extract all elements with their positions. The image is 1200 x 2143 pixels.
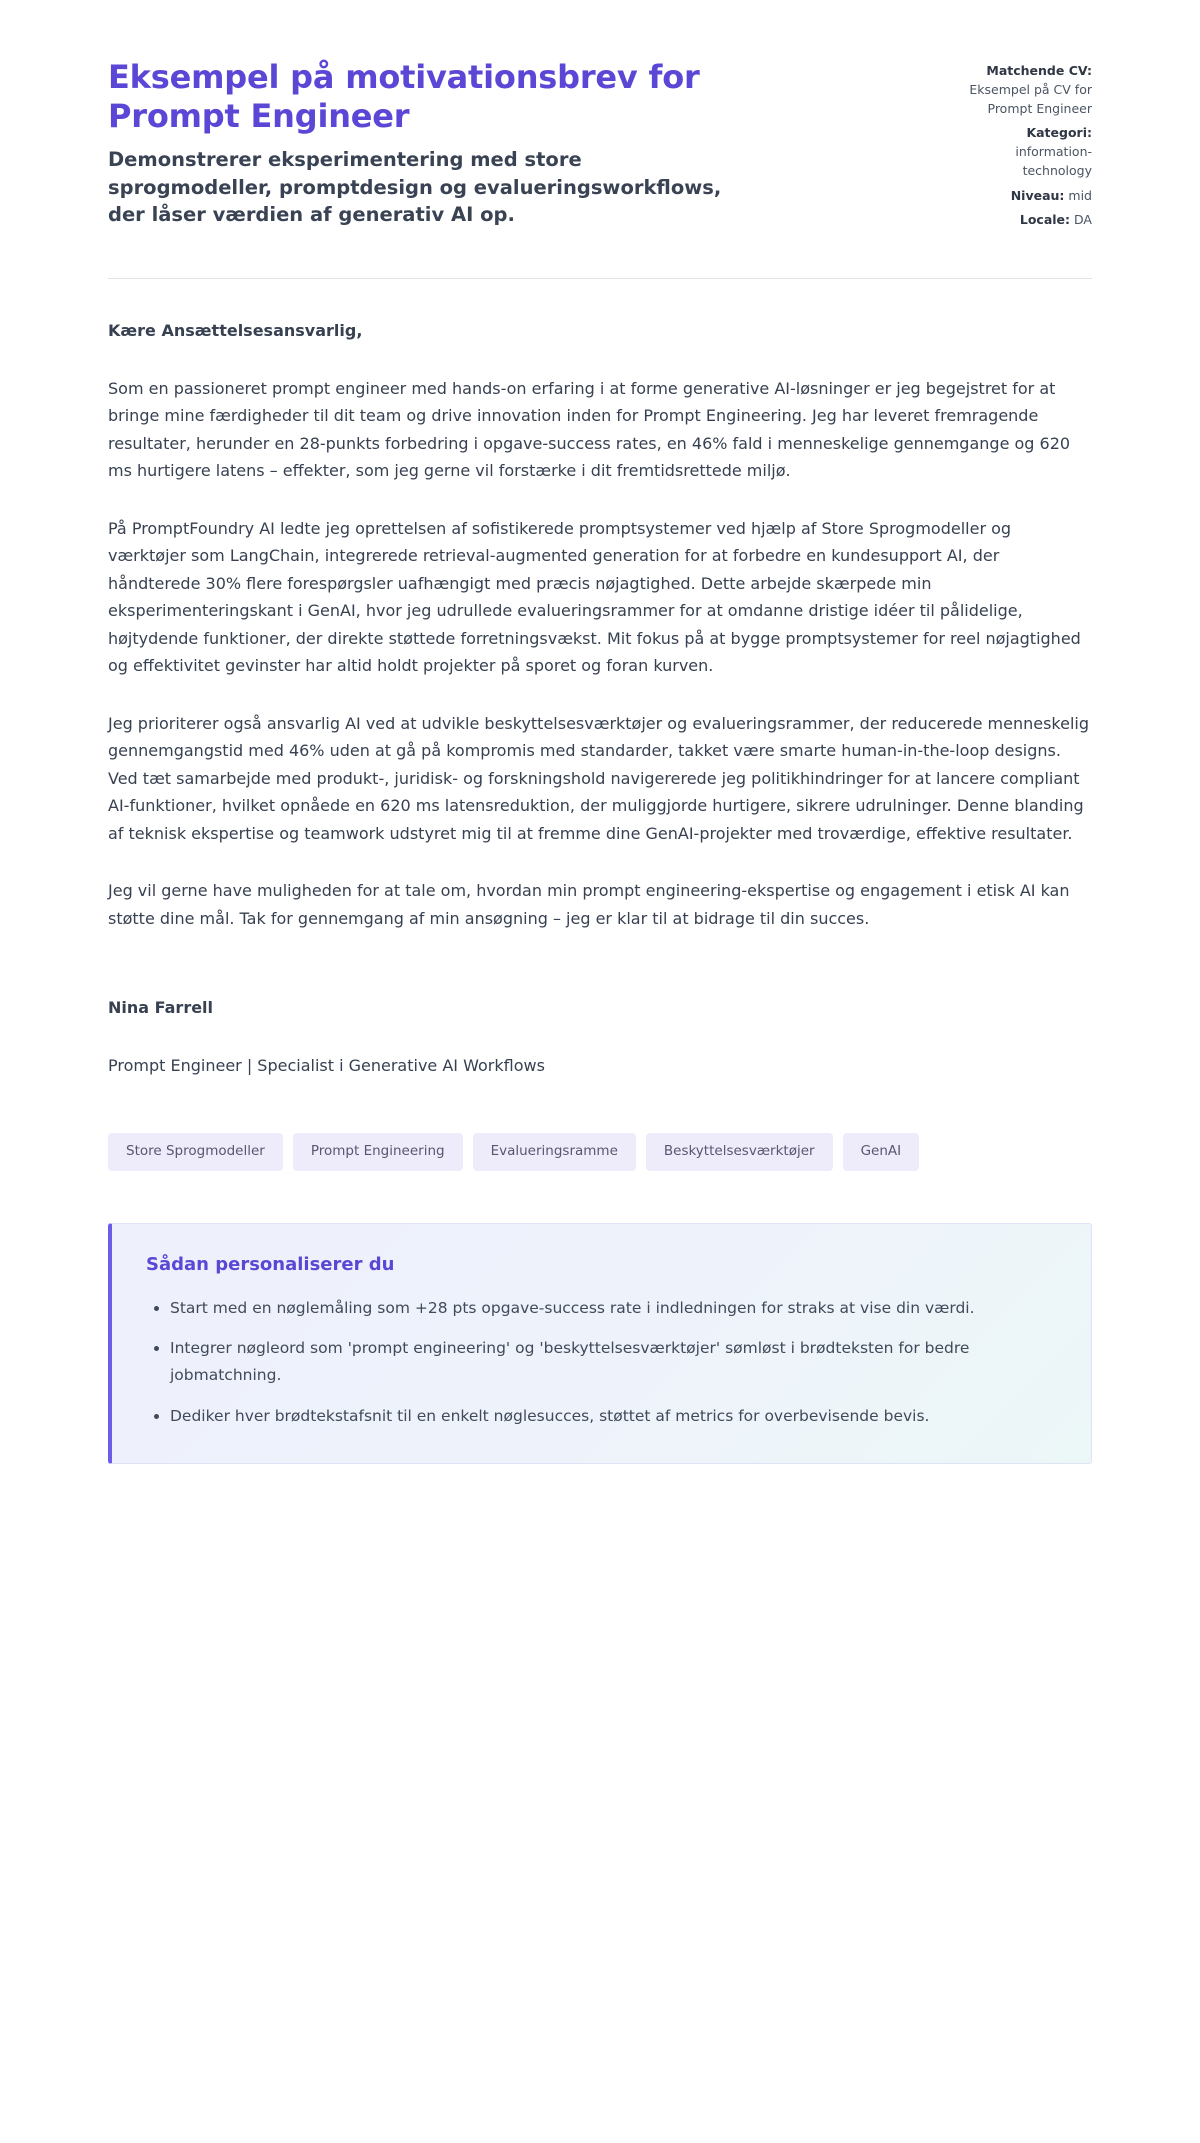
meta-matching-cv-value-line2: Prompt Engineer (987, 100, 1092, 116)
skill-tag[interactable]: Beskyttelsesværktøjer (646, 1133, 833, 1171)
meta-matching-cv-label: Matchende CV: (986, 63, 1092, 78)
page-title: Eksempel på motivationsbrev for Prompt Engineer (108, 58, 700, 136)
list-item: • Start med en nøglemåling som +28 pts opgave-success rate i indledningen for straks at vise din værdi. (170, 1295, 1057, 1322)
tips-title: Sådan personaliserer du (146, 1253, 395, 1275)
cover-letter-body (108, 279, 1092, 1079)
meta-level-value: mid (1068, 187, 1092, 203)
signature-name: Nina Farrell (108, 998, 214, 1018)
meta-category-value-line2: technology (1022, 162, 1092, 178)
skill-tag[interactable]: GenAI (843, 1133, 920, 1171)
letter-paragraph: Som en passioneret prompt engineer med hands-on erfaring i at forme generative AI-løsninger er jeg begejstret for at bringe mine færdigheder til dit team og drive innovation inden for Prompt Engineering. Jeg har leveret fremragende resultater, herunder en 28-punkts forbedring i opgave-success rates, en 46% fald i menneskelige gennemgange og 620 ms hurtigere latens – effekter, som jeg gerne vil forstærke i dit fremtidsrettede miljø. (108, 378, 1071, 481)
meta-matching-cv (942, 62, 1092, 118)
meta-locale (942, 211, 1092, 230)
meta-level-label: Niveau: (1010, 187, 1065, 203)
meta-level (942, 187, 1092, 206)
header-title-block (108, 58, 748, 229)
meta-category-value-line1: information- (1015, 144, 1092, 159)
meta-category-label: Kategori: (1026, 125, 1092, 141)
letter-salutation: Kære Ansættelsesansvarlig, (108, 321, 363, 340)
letter-paragraph: På PromptFoundry AI ledte jeg oprettelsen af sofistikerede promptsystemer ved hjælp af Store Sprogmodeller og værktøjer som LangChain, integrerede retrieval-augmented generation for at forbedre en kundesupport AI, der håndterede 30% flere forespørgsler uafhængigt med præcis nøjagtighed. Dette arbejde skærpede min eksperimenteringskant i GenAI, hvor jeg udrullede evalueringsrammer for at omdanne dristige idéer til pålidelige, højtydende funktioner, der direkte støttede forretningsvækst. Mit fokus på at bygge promptsystemer for reel nøjagtighed og effektivitet gevinster har altid holdt projekter på sporet og foran kurven. (108, 518, 1081, 676)
personalization-tips-panel (108, 1223, 1092, 1465)
meta-locale-label: Locale: (1019, 212, 1071, 228)
meta-matching-cv-value-line1: Eksempel på CV for (969, 81, 1092, 97)
letter-paragraph: Jeg prioriterer også ansvarlig AI ved at udvikle beskyttelsesværktøjer og evalueringsrammer, der reducerede menneskelig gennemgangstid med 46% uden at gå på kompromis med standarder, takket være smarte human-in-the-loop designs. Ved tæt samarbejde med produkt-, juridisk- og forskningshold navigererede jeg politikhindringer for at lancere compliant AI-funktioner, hvilket opnåede en 620 ms latensreduktion, der muliggjorde hurtigere, sikrere udrulninger. Denne blanding af teknisk ekspertise og teamwork udstyret mig til at fremme dine GenAI-projekter med troværdige, effektive resultater. (108, 713, 1089, 843)
signature-block (108, 994, 1092, 1079)
skill-tag[interactable]: Evalueringsramme (473, 1133, 636, 1171)
document-header (108, 40, 1092, 236)
skill-tag[interactable]: Store Sprogmodeller (108, 1133, 283, 1171)
skill-tag[interactable]: Prompt Engineering (293, 1133, 463, 1171)
list-item: • Integrer nøgleord som 'prompt engineering' og 'beskyttelsesværktøjer' sømløst i brødteksten for bedre jobmatchning. (170, 1335, 1057, 1388)
signature-role: Prompt Engineer | Specialist i Generative AI Workflows (108, 1055, 545, 1075)
letter-paragraph: Jeg vil gerne have muligheden for at tale om, hvordan min prompt engineering-ekspertise og engagement i etisk AI kan støtte dine mål. Tak for gennemgang af min ansøgning – jeg er klar til at bidrage til din succes. (108, 881, 1070, 928)
skill-tag-list (108, 1133, 1092, 1171)
tips-list (146, 1295, 1057, 1430)
page-subtitle: Demonstrerer eksperimentering med store sprogmodeller, promptdesign og evalueringsworkflows, der låser værdien af generativ AI op. (108, 148, 722, 227)
meta-category (942, 124, 1092, 180)
document-metadata (942, 58, 1092, 236)
meta-locale-value: DA (1074, 212, 1092, 228)
list-item: • Dediker hver brødtekstafsnit til en enkelt nøglesucces, støttet af metrics for overbevisende bevis. (170, 1403, 1057, 1430)
